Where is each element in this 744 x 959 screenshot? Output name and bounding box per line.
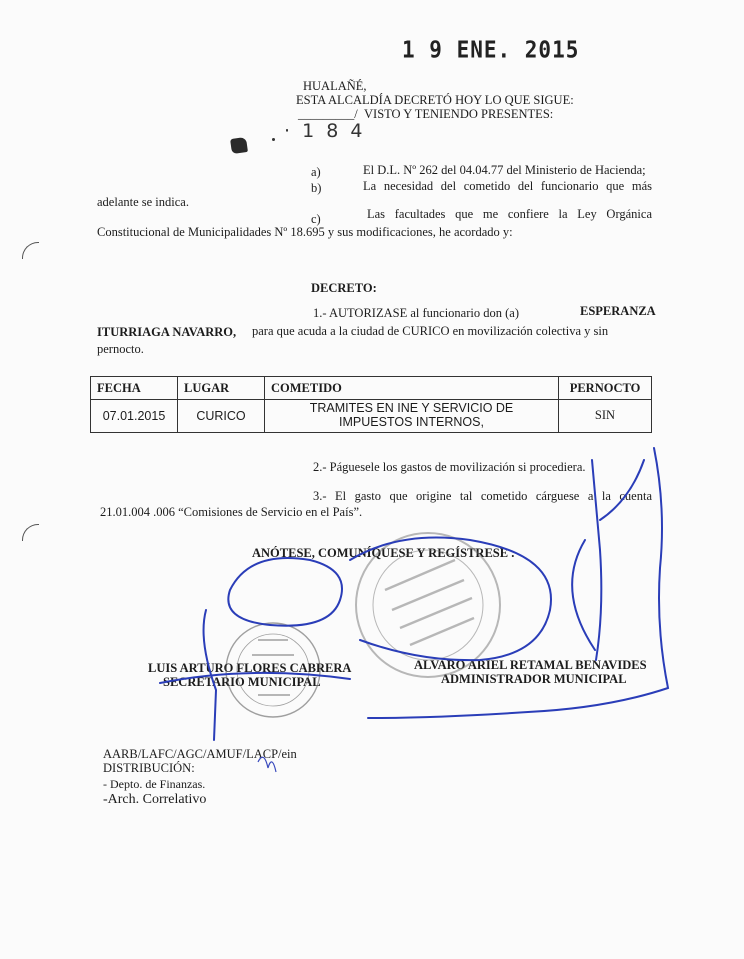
right-signatory-title: ADMINISTRADOR MUNICIPAL (441, 672, 627, 686)
punch-hole-mark-bottom (22, 524, 39, 541)
point1-rest2: pernocto. (97, 342, 144, 356)
footer-distribucion: DISTRIBUCIÓN: (103, 761, 195, 775)
visto-c-letter: c) (311, 212, 321, 226)
point1-rest: para que acuda a la ciudad de CURICO en movilización colectiva y sin (252, 324, 609, 338)
cell-cometido-line1: TRAMITES EN INE Y SERVICIO DE (309, 401, 514, 415)
point1-name-first: ESPERANZA (580, 304, 656, 318)
visto-heading: VISTO Y TENIENDO PRESENTES: (364, 107, 554, 121)
col-cometido: COMETIDO (265, 377, 559, 400)
decree-number: · 1 8 4 (284, 120, 366, 142)
visto-a-letter: a) (311, 165, 321, 179)
col-lugar: LUGAR (178, 377, 265, 400)
col-pernocto: PERNOCTO (559, 377, 652, 400)
visto-b-letter: b) (311, 181, 322, 195)
visto-c-text: Las facultades que me confiere la Ley Orgánica (367, 207, 652, 221)
footer-item-archivo: -Arch. Correlativo (103, 792, 207, 807)
footer-item-finanzas: - Depto. de Finanzas. (103, 777, 206, 791)
cell-pernocto: SIN (559, 400, 652, 433)
cell-cometido (265, 400, 559, 433)
point1-name-last: ITURRIAGA NAVARRO, (97, 325, 237, 339)
point2: 2.- Páguesele los gastos de movilización si procediera. (313, 460, 586, 474)
ink-dot (272, 138, 275, 141)
visto-a-text: El D.L. Nº 262 del 04.04.77 del Ministerio de Hacienda; (363, 163, 646, 177)
point3-cont: 21.01.004 .006 “Comisiones de Servicio en el País”. (100, 505, 363, 519)
table-header-row (91, 377, 652, 400)
visto-c-cont: Constitucional de Municipalidades Nº 18.695 y sus modificaciones, he acordado y: (97, 225, 513, 239)
cell-lugar: CURICO (178, 400, 265, 433)
col-fecha: FECHA (91, 377, 178, 400)
point3-text: 3.- El gasto que origine tal cometido cárguese a la cuenta (313, 489, 652, 503)
closing-formula: ANÓTESE, COMUNÍQUESE Y REGÍSTRESE . (252, 546, 515, 560)
commission-table (90, 376, 652, 433)
left-signatory-name: LUIS ARTURO FLORES CABRERA (148, 661, 352, 675)
point1-intro: 1.- AUTORIZASE al funcionario don (a) (313, 306, 519, 320)
decreto-heading: DECRETO: (311, 281, 377, 295)
blank-line: _________/ (298, 107, 358, 121)
right-signatory-name: ALVARO ARIEL RETAMAL BENAVIDES (414, 658, 647, 672)
cell-cometido-line2: IMPUESTOS INTERNOS, (339, 414, 484, 429)
table-row (91, 400, 652, 433)
footer-initials: AARB/LAFC/AGC/AMUF/LACP/ein (103, 747, 297, 761)
left-signatory-title: SECRETARIO MUNICIPAL (163, 675, 321, 689)
cell-fecha: 07.01.2015 (91, 400, 178, 433)
decree-intro: ESTA ALCALDÍA DECRETÓ HOY LO QUE SIGUE: (296, 93, 574, 107)
ink-blot (230, 137, 248, 154)
date-stamp: 1 9 ENE. 2015 (402, 36, 580, 64)
visto-b-cont: adelante se indica. (97, 195, 189, 209)
punch-hole-mark-top (22, 242, 39, 259)
place-name: HUALAÑÉ, (303, 79, 367, 93)
visto-b-text: La necesidad del cometido del funcionario que más (363, 179, 652, 193)
